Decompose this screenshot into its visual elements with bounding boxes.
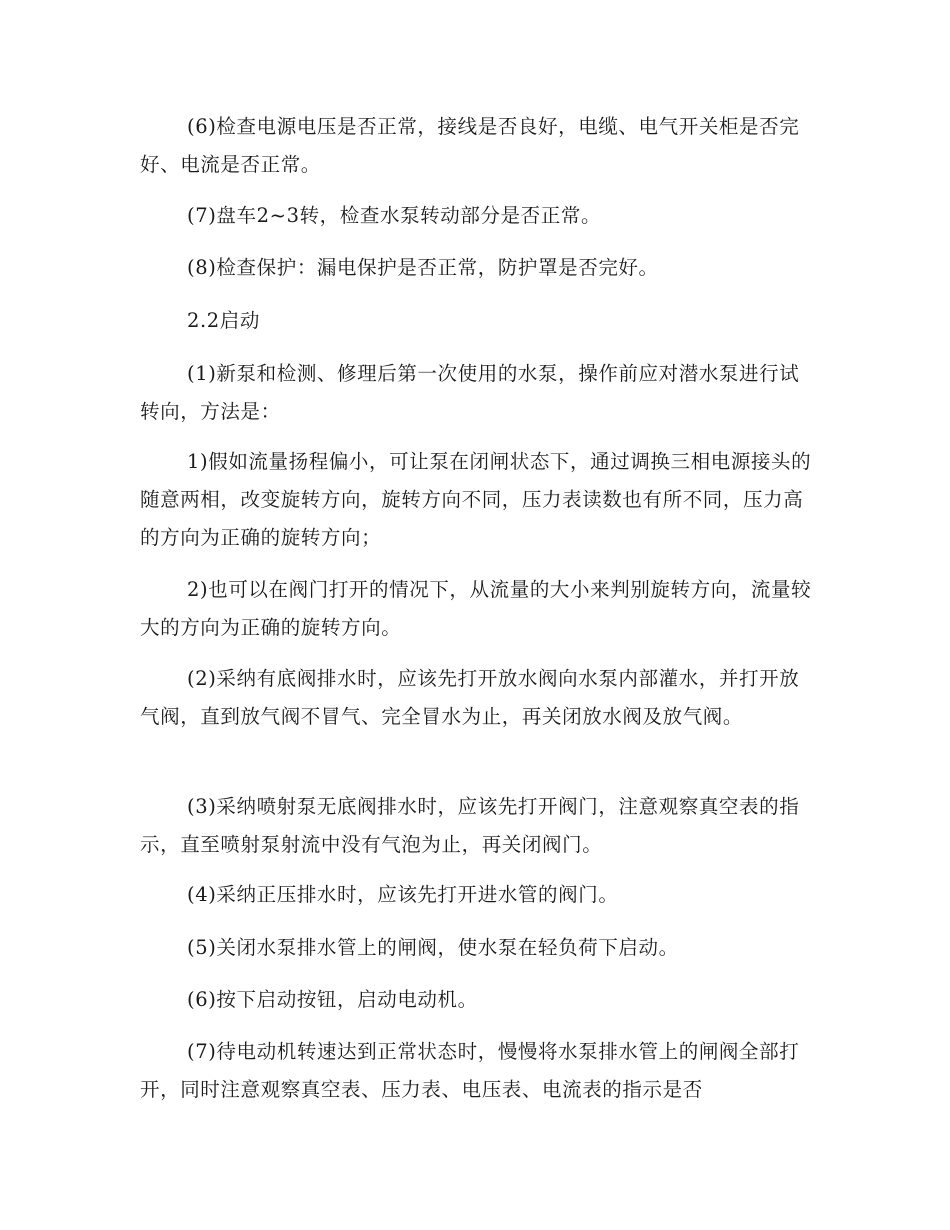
paragraph-rotation-method-2: 2)也可以在阀门打开的情况下，从流量的大小来判别旋转方向，流量较大的方向为正确的旋转方向。 (140, 578, 812, 639)
paragraph-check-power: (6)检查电源电压是否正常，接线是否良好，电缆、电气开关柜是否完好、电流是否正常。 (140, 115, 800, 176)
paragraph-open-valve: (7)待电动机转速达到正常状态时，慢慢将水泵排水管上的闸阀全部打开，同时注意观察真空表、压力表、电压表、电流表的指示是否 (140, 1040, 800, 1101)
paragraph-foot-valve-drainage: (2)采纳有底阀排水时，应该先打开放水阀向水泵内部灌水，并打开放气阀，直到放气阀不冒气、完全冒水为止，再关闭放水阀及放气阀。 (140, 667, 800, 728)
paragraph-close-gate-valve: (5)关闭水泵排水管上的闸阀，使水泵在轻负荷下启动。 (187, 936, 679, 959)
paragraph-positive-pressure: (4)采纳正压排水时，应该先打开进水管的阀门。 (187, 883, 619, 906)
section-heading-startup: 2.2启动 (187, 309, 261, 332)
paragraph-press-start: (6)按下启动按钮，启动电动机。 (187, 988, 478, 1011)
paragraph-jet-pump-drainage: (3)采纳喷射泵无底阀排水时，应该先打开阀门，注意观察真空表的指示，直至喷射泵射流中没有气泡为止，再关闭阀门。 (140, 795, 800, 856)
paragraph-new-pump-rotation: (1)新泵和检测、修理后第一次使用的水泵，操作前应对潜水泵进行试转向，方法是： (140, 362, 800, 423)
paragraph-rotation-method-1: 1)假如流量扬程偏小，可让泵在闭闸状态下，通过调换三相电源接头的随意两相，改变旋转方向，旋转方向不同，压力表读数也有所不同，压力高的方向为正确的旋转方向； (140, 450, 812, 549)
paragraph-check-protection: (8)检查保护：漏电保护是否正常，防护罩是否完好。 (187, 256, 659, 279)
paragraph-turn-pump: (7)盘车2~3转，检查水泵转动部分是否正常。 (187, 204, 602, 227)
